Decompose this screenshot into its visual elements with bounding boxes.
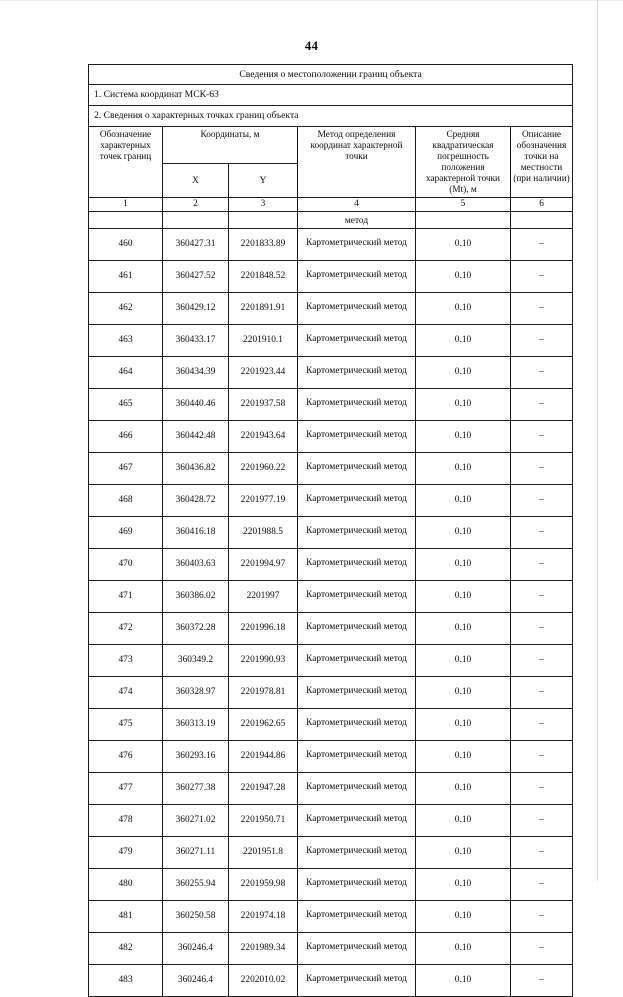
cell-point-number: 460 (89, 228, 163, 260)
header-x: X (163, 164, 229, 197)
scan-artifact-top-edge (0, 0, 623, 1)
cell-coordinate-x: 360255.94 (163, 868, 229, 900)
cell-mean-square-error: 0.10 (416, 420, 511, 452)
cell-mean-square-error: 0.10 (416, 964, 511, 996)
cell-point-number: 461 (89, 260, 163, 292)
cell-mean-square-error: 0.10 (416, 388, 511, 420)
cell-description: – (511, 516, 573, 548)
continuation-error (416, 211, 511, 228)
table-row (89, 548, 573, 580)
cell-point-number: 466 (89, 420, 163, 452)
cell-mean-square-error: 0.10 (416, 548, 511, 580)
cell-description: – (511, 452, 573, 484)
cell-point-number: 478 (89, 804, 163, 836)
page-number: 44 (304, 38, 319, 53)
cell-mean-square-error: 0.10 (416, 900, 511, 932)
cell-mean-square-error: 0.10 (416, 580, 511, 612)
table-row (89, 900, 573, 932)
cell-point-number: 467 (89, 452, 163, 484)
continuation-y (229, 211, 298, 228)
column-number-1: 1 (89, 197, 163, 211)
cell-coordinate-y: 2201977.19 (229, 484, 298, 516)
cell-coordinate-y: 2201947.28 (229, 772, 298, 804)
cell-point-number: 471 (89, 580, 163, 612)
continuation-point (89, 211, 163, 228)
continuation-row (89, 211, 573, 228)
cell-coordinate-y: 2201891.91 (229, 292, 298, 324)
cell-point-number: 473 (89, 644, 163, 676)
cell-mean-square-error: 0.10 (416, 228, 511, 260)
cell-coordinate-y: 2201997 (229, 580, 298, 612)
cell-coordinate-x: 360436.82 (163, 452, 229, 484)
cell-coordinate-x: 360433.17 (163, 324, 229, 356)
cell-method: Картометрический метод (298, 900, 416, 932)
cell-description: – (511, 708, 573, 740)
cell-method: Картометрический метод (298, 676, 416, 708)
cell-description: – (511, 804, 573, 836)
cell-description: – (511, 612, 573, 644)
cell-point-number: 481 (89, 900, 163, 932)
cell-point-number: 477 (89, 772, 163, 804)
table-title-row (89, 65, 573, 85)
cell-description: – (511, 420, 573, 452)
cell-coordinate-x: 360427.31 (163, 228, 229, 260)
cell-point-number: 465 (89, 388, 163, 420)
cell-coordinate-x: 360428.72 (163, 484, 229, 516)
scan-artifact-line (597, 0, 598, 881)
cell-description: – (511, 548, 573, 580)
cell-coordinate-y: 2201996.18 (229, 612, 298, 644)
cell-method: Картометрический метод (298, 804, 416, 836)
cell-method: Картометрический метод (298, 612, 416, 644)
cell-coordinate-x: 360372.28 (163, 612, 229, 644)
cell-coordinate-x: 360313.19 (163, 708, 229, 740)
cell-point-number: 472 (89, 612, 163, 644)
cell-mean-square-error: 0.10 (416, 484, 511, 516)
cell-method: Картометрический метод (298, 644, 416, 676)
cell-method: Картометрический метод (298, 420, 416, 452)
cell-coordinate-y: 2202010.02 (229, 964, 298, 996)
cell-point-number: 479 (89, 836, 163, 868)
cell-description: – (511, 900, 573, 932)
column-number-row (89, 197, 573, 211)
cell-description: – (511, 676, 573, 708)
cell-coordinate-x: 360271.11 (163, 836, 229, 868)
cell-description: – (511, 740, 573, 772)
cell-method: Картометрический метод (298, 484, 416, 516)
cell-coordinate-x: 360250.58 (163, 900, 229, 932)
coordinate-system-label: 1. Система координат МСК-63 (89, 85, 573, 106)
cell-description: – (511, 484, 573, 516)
table-row (89, 388, 573, 420)
cell-coordinate-y: 2201959.98 (229, 868, 298, 900)
table-row (89, 324, 573, 356)
cell-point-number: 474 (89, 676, 163, 708)
table-row (89, 868, 573, 900)
cell-method: Картометрический метод (298, 708, 416, 740)
column-number-2: 2 (163, 197, 229, 211)
cell-method: Картометрический метод (298, 836, 416, 868)
cell-description: – (511, 388, 573, 420)
header-mean-square-error: Средняя квадратическая погрешность положения характерной точки (Мt), м (416, 127, 511, 198)
column-number-4: 4 (298, 197, 416, 211)
cell-mean-square-error: 0.10 (416, 260, 511, 292)
header-coordinates-group: Координаты, м (163, 127, 298, 164)
cell-coordinate-x: 360349.2 (163, 644, 229, 676)
cell-point-number: 475 (89, 708, 163, 740)
cell-coordinate-y: 2201910.1 (229, 324, 298, 356)
cell-mean-square-error: 0.10 (416, 740, 511, 772)
cell-coordinate-y: 2201989.34 (229, 932, 298, 964)
cell-coordinate-y: 2201988.5 (229, 516, 298, 548)
cell-description: – (511, 580, 573, 612)
cell-coordinate-y: 2201994.97 (229, 548, 298, 580)
cell-point-number: 469 (89, 516, 163, 548)
cell-coordinate-y: 2201944.86 (229, 740, 298, 772)
header-y: Y (229, 164, 298, 197)
cell-point-number: 462 (89, 292, 163, 324)
cell-method: Картометрический метод (298, 516, 416, 548)
table-row (89, 516, 573, 548)
cell-coordinate-x: 360403.63 (163, 548, 229, 580)
cell-point-number: 464 (89, 356, 163, 388)
table-row (89, 644, 573, 676)
table-row (89, 612, 573, 644)
cell-description: – (511, 964, 573, 996)
cell-point-number: 480 (89, 868, 163, 900)
table-row (89, 676, 573, 708)
table-row (89, 932, 573, 964)
column-number-5: 5 (416, 197, 511, 211)
cell-mean-square-error: 0.10 (416, 804, 511, 836)
cell-mean-square-error: 0.10 (416, 516, 511, 548)
section-2-row (89, 106, 573, 127)
cell-coordinate-y: 2201962.65 (229, 708, 298, 740)
cell-method: Картометрический метод (298, 228, 416, 260)
cell-coordinate-x: 360434.39 (163, 356, 229, 388)
section-1-row (89, 85, 573, 106)
cell-description: – (511, 356, 573, 388)
cell-coordinate-y: 2201951.8 (229, 836, 298, 868)
table-row (89, 804, 573, 836)
characteristic-points-label: 2. Сведения о характерных точках границ объекта (89, 106, 573, 127)
cell-mean-square-error: 0.10 (416, 612, 511, 644)
cell-method: Картометрический метод (298, 356, 416, 388)
table-row (89, 452, 573, 484)
cell-point-number: 463 (89, 324, 163, 356)
cell-description: – (511, 772, 573, 804)
header-description: Описание обозначения точки на местности (при наличии) (511, 127, 573, 198)
cell-method: Картометрический метод (298, 772, 416, 804)
cell-description: – (511, 260, 573, 292)
cell-mean-square-error: 0.10 (416, 324, 511, 356)
cell-coordinate-y: 2201943.64 (229, 420, 298, 452)
table-row (89, 292, 573, 324)
table-row (89, 708, 573, 740)
cell-method: Картометрический метод (298, 548, 416, 580)
cell-method: Картометрический метод (298, 260, 416, 292)
table-row (89, 740, 573, 772)
table-row (89, 484, 573, 516)
header-row-top (89, 127, 573, 164)
cell-method: Картометрический метод (298, 740, 416, 772)
cell-mean-square-error: 0.10 (416, 676, 511, 708)
cell-point-number: 483 (89, 964, 163, 996)
cell-coordinate-x: 360427.52 (163, 260, 229, 292)
continuation-x (163, 211, 229, 228)
table-row (89, 228, 573, 260)
cell-point-number: 470 (89, 548, 163, 580)
table-row (89, 580, 573, 612)
table-row (89, 836, 573, 868)
table-row (89, 964, 573, 996)
cell-method: Картометрический метод (298, 324, 416, 356)
cell-mean-square-error: 0.10 (416, 708, 511, 740)
cell-coordinate-y: 2201978.81 (229, 676, 298, 708)
cell-description: – (511, 932, 573, 964)
cell-coordinate-x: 360442.48 (163, 420, 229, 452)
cell-method: Картометрический метод (298, 868, 416, 900)
cell-coordinate-y: 2201990.93 (229, 644, 298, 676)
cell-coordinate-x: 360246.4 (163, 964, 229, 996)
header-method: Метод определения координат характерной точки (298, 127, 416, 198)
cell-mean-square-error: 0.10 (416, 644, 511, 676)
cell-coordinate-x: 360386.02 (163, 580, 229, 612)
cell-description: – (511, 292, 573, 324)
cell-point-number: 468 (89, 484, 163, 516)
cell-description: – (511, 868, 573, 900)
cell-method: Картометрический метод (298, 292, 416, 324)
table-row (89, 420, 573, 452)
cell-mean-square-error: 0.10 (416, 932, 511, 964)
cell-mean-square-error: 0.10 (416, 292, 511, 324)
cell-coordinate-x: 360416.18 (163, 516, 229, 548)
cell-method: Картометрический метод (298, 932, 416, 964)
cell-coordinate-y: 2201833.89 (229, 228, 298, 260)
table-body (89, 228, 573, 996)
column-number-6: 6 (511, 197, 573, 211)
header-point-designation: Обозначение характерных точек границ (89, 127, 163, 198)
cell-coordinate-y: 2201950.71 (229, 804, 298, 836)
cell-description: – (511, 228, 573, 260)
cell-mean-square-error: 0.10 (416, 452, 511, 484)
table-row (89, 260, 573, 292)
continuation-description (511, 211, 573, 228)
cell-coordinate-x: 360440.46 (163, 388, 229, 420)
cell-point-number: 482 (89, 932, 163, 964)
cell-mean-square-error: 0.10 (416, 868, 511, 900)
cell-description: – (511, 644, 573, 676)
cell-mean-square-error: 0.10 (416, 356, 511, 388)
table-title: Сведения о местоположении границ объекта (89, 65, 573, 85)
cell-coordinate-y: 2201974.18 (229, 900, 298, 932)
cell-description: – (511, 836, 573, 868)
cell-coordinate-y: 2201937.58 (229, 388, 298, 420)
cell-coordinate-x: 360293.16 (163, 740, 229, 772)
cell-method: Картометрический метод (298, 580, 416, 612)
cell-method: Картометрический метод (298, 388, 416, 420)
cell-method: Картометрический метод (298, 964, 416, 996)
cell-coordinate-x: 360246.4 (163, 932, 229, 964)
cell-description: – (511, 324, 573, 356)
cell-coordinate-x: 360271.02 (163, 804, 229, 836)
cell-point-number: 476 (89, 740, 163, 772)
cell-coordinate-x: 360328.97 (163, 676, 229, 708)
cell-mean-square-error: 0.10 (416, 836, 511, 868)
table-row (89, 356, 573, 388)
cell-mean-square-error: 0.10 (416, 772, 511, 804)
column-number-3: 3 (229, 197, 298, 211)
continuation-method: метод (298, 211, 416, 228)
cell-coordinate-x: 360277.38 (163, 772, 229, 804)
cell-coordinate-y: 2201960.22 (229, 452, 298, 484)
boundary-points-table (88, 64, 573, 997)
cell-method: Картометрический метод (298, 452, 416, 484)
cell-coordinate-y: 2201923.44 (229, 356, 298, 388)
cell-coordinate-x: 360429.12 (163, 292, 229, 324)
cell-coordinate-y: 2201848.52 (229, 260, 298, 292)
table-row (89, 772, 573, 804)
